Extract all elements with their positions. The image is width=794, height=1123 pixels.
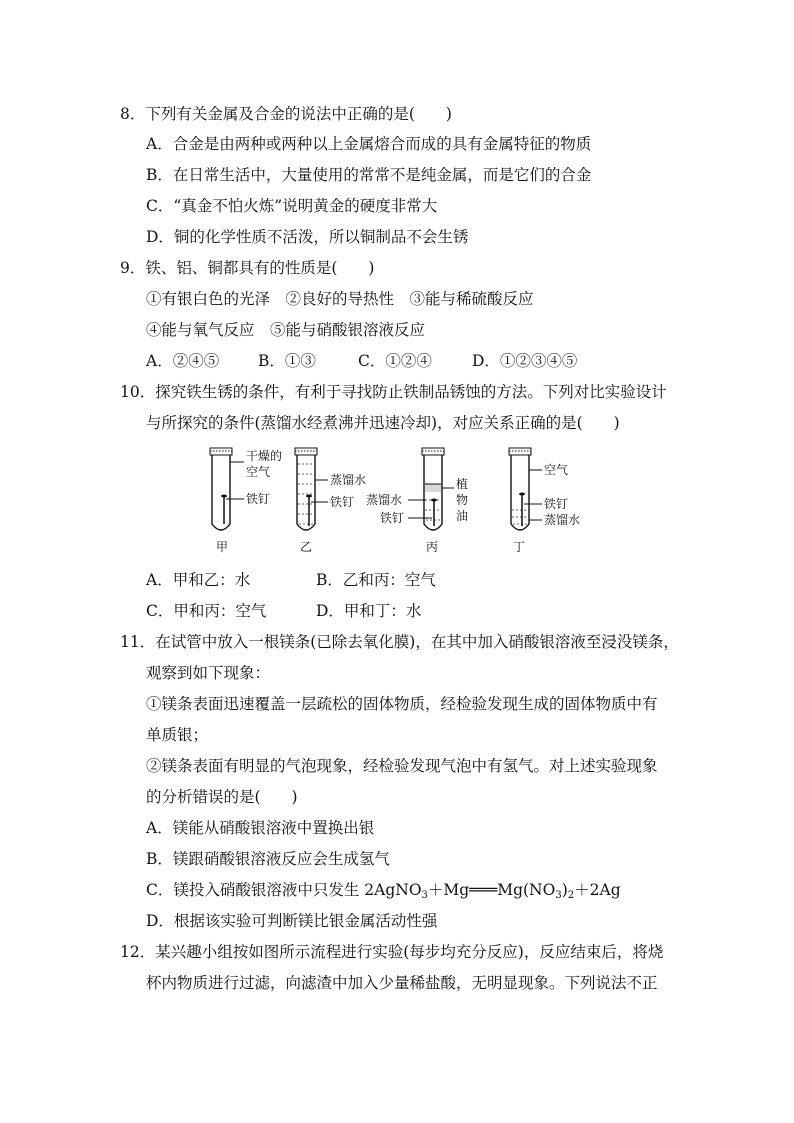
tube-ding-label-nail: 铁钉 [544,497,569,511]
tube-jia-label-nail: 铁钉 [246,492,271,506]
q11-stem-line2: 观察到如下现象： [146,664,271,682]
tube-yi-name: 乙 [300,540,313,554]
q10-stem-line1: 10．探究铁生锈的条件，有利于寻找防止铁制品锈蚀的方法。下列对比实验设计 [120,383,667,401]
tube-bing-label-oil-1: 植 [456,477,469,491]
q8-option-c: C．“真金不怕火炼”说明黄金的硬度非常大 [146,197,438,215]
q11-option-c [146,880,621,906]
q9-stem: 9．铁、铝、铜都具有的性质是( ) [120,259,375,277]
q8-option-a: A．合金是由两种或两种以上金属熔合而成的具有金属特征的物质 [146,135,592,153]
tube-ding-name: 丁 [513,540,526,554]
q9-option-c: C．①②④ [358,352,432,370]
tube-bing-glass [424,455,442,530]
q8-option-b: B．在日常生活中，大量使用的常常不是纯金属，而是它们的合金 [146,166,592,184]
tube-jia-label-dry: 干燥的 [246,449,283,463]
q11-option-c-sub3: 2 [567,890,575,901]
q11-option-c-paren: ) [561,881,568,899]
tube-bing-label-nail: 铁钉 [380,511,405,525]
q9-option-a: A．②④⑤ [146,352,220,370]
q12-stem-line1: 12．某兴趣小组按如图所示流程进行实验(每步均充分反应)，反应结束后，将烧 [120,943,664,961]
q10-option-b: B．乙和丙：空气 [316,571,436,589]
tube-yi-label-water: 蒸馏水 [330,473,367,487]
q8-option-d: D．铜的化学性质不活泼，所以铜制品不会生锈 [146,228,469,246]
q11-option-d: D．根据该实验可判断镁比银金属活动性强 [146,912,438,930]
tube-yi-glass [297,455,315,530]
tube-ding-label-water: 蒸馏水 [544,513,581,527]
q10-option-c: C．甲和丙：空气 [146,602,267,620]
q12-stem-line2: 杯内物质进行过滤，向滤渣中加入少量稀盐酸，无明显现象。下列说法不正 [146,974,658,992]
q11-phenomenon1-line1: ①镁条表面迅速覆盖一层疏松的固体物质，经检验发现生成的固体物质中有 [146,695,658,713]
q11-option-c-sub1: 3 [421,890,428,901]
tube-bing-label-oil-3: 油 [456,509,469,523]
q8-stem: 8．下列有关金属及合金的说法中正确的是( ) [120,105,452,123]
tube-bing-water [425,500,441,520]
q10-stem-line2: 与所探究的条件(蒸馏水经煮沸并迅速冷却)，对应关系正确的是( ) [146,414,620,432]
tube-ding-glass [511,455,529,530]
tube-jia-name: 甲 [216,540,229,554]
tube-bing-oil-layer [425,484,441,492]
test-tubes-figure [200,444,620,556]
tube-jia-glass [212,455,230,530]
q11-option-c-mid: ＋Mg═══Mg(NO [427,881,556,899]
q10-option-d: D．甲和丁：水 [316,602,422,620]
q9-option-b: B．①③ [258,352,316,370]
q11-option-c-prefix: C．镁投入硝酸银溶液中只发生 2AgNO [146,881,422,899]
q9-properties-line1: ①有银白色的光泽 ②良好的导热性 ③能与稀硫酸反应 [146,290,534,308]
tube-ding [509,448,580,554]
q9-properties-line2: ④能与氧气反应 ⑤能与硝酸银溶液反应 [146,321,426,339]
tube-ding-label-air: 空气 [544,463,569,477]
tube-jia-label-air: 空气 [246,465,271,479]
q11-phenomenon2-line2: 的分析错误的是( ) [146,788,298,806]
tube-ding-water [512,510,528,524]
q11-stem-line1: 11．在试管中放入一根镁条(已除去氧化膜)，在其中加入硝酸银溶液至浸没镁条， [120,633,679,651]
q11-phenomenon2-line1: ②镁条表面有明显的气泡现象，经检验发现气泡中有氢气。对上述实验现象 [146,757,658,775]
tube-bing-name: 丙 [426,540,439,554]
q11-option-c-sub2: 3 [555,890,562,901]
tube-yi-label-nail: 铁钉 [330,495,355,509]
tube-bing [366,448,468,554]
q9-option-d: D．①②③④⑤ [472,352,578,370]
tube-bing-label-oil-2: 物 [456,493,469,507]
tube-yi-water [298,464,314,524]
tube-yi [295,448,366,554]
q11-option-c-end: ＋2Ag [574,881,621,899]
q11-option-a: A．镁能从硝酸银溶液中置换出银 [146,819,375,837]
tube-jia [210,448,282,554]
q11-option-b: B．镁跟硝酸银溶液反应会生成氢气 [146,850,390,868]
q10-option-a: A．甲和乙：水 [146,571,251,589]
tube-bing-label-water: 蒸馏水 [366,493,403,507]
q11-phenomenon1-line2: 单质银； [146,726,209,744]
